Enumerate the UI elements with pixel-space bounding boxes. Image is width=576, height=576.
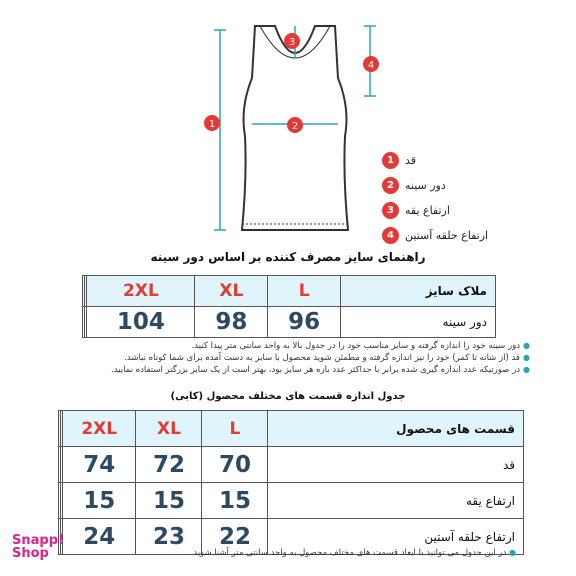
legend-label-1: قد	[405, 154, 417, 167]
size-xl: XL	[136, 411, 202, 447]
row-label-chest: دور سینه	[341, 307, 496, 338]
header-label: ملاک سایز	[341, 276, 496, 307]
note-item	[40, 364, 530, 376]
legend-item-collar	[382, 198, 562, 223]
bullet-icon: ●	[523, 365, 530, 374]
brand-line1: Snapp!	[12, 533, 64, 548]
bullet-icon: ●	[509, 548, 516, 557]
note-item	[40, 352, 530, 364]
height-2xl: 74	[62, 447, 136, 483]
diagram-num-2: 2	[291, 121, 299, 132]
table-row	[83, 307, 496, 338]
collar-l: 15	[202, 483, 268, 519]
height-xl: 72	[136, 447, 202, 483]
armhole-l: 22	[202, 519, 268, 555]
legend-num-3: 3	[382, 202, 399, 219]
measurement-legend	[382, 148, 562, 248]
size-l: L	[268, 276, 341, 307]
armhole-xl: 23	[136, 519, 202, 555]
legend-num-2: 2	[382, 177, 399, 194]
legend-num-1: 1	[382, 152, 399, 169]
chest-2xl: 104	[87, 307, 195, 338]
brand-line2: Shop	[12, 546, 49, 561]
table-row	[83, 276, 496, 307]
bullet-icon: ●	[523, 353, 530, 362]
legend-label-3: ارتفاع یقه	[405, 204, 450, 217]
collar-xl: 15	[136, 483, 202, 519]
tanktop-illustration	[180, 8, 410, 248]
header-label: قسمت های محصول	[268, 411, 524, 447]
bottom-note-text: در این جدول می توانید با ابعاد قسمت های مختلف محصول به واحد سانتی متر آشنا شوید.	[190, 548, 507, 558]
diagram-num-1: 1	[208, 119, 216, 130]
row-label-armhole: ارتفاع حلقه آستین	[268, 519, 524, 555]
table-row	[59, 411, 524, 447]
legend-num-4: 4	[382, 227, 399, 244]
size-xl: XL	[195, 276, 268, 307]
size-guide-title: راهنمای سایز مصرف کننده بر اساس دور سینه	[150, 250, 426, 264]
bullet-icon: ●	[523, 341, 530, 350]
brand-logo	[12, 534, 68, 560]
size-l: L	[202, 411, 268, 447]
size-2xl: 2XL	[87, 276, 195, 307]
tanktop-diagram	[180, 8, 410, 248]
chest-xl: 98	[195, 307, 268, 338]
legend-item-height	[382, 148, 562, 173]
bottom-note	[60, 548, 516, 558]
note-text: قد (از شانه تا کمر) خود را نیز اندازه گرفته و مطمئن شوید محصول با سایز به دست آمده برای شما کوتاه نباشد.	[124, 353, 520, 363]
row-label-height: قد	[268, 447, 524, 483]
product-measurements-title: جدول اندازه قسمت های مختلف محصول (کابی)	[170, 391, 406, 402]
product-measurements-table	[58, 410, 524, 555]
size-guide-table	[82, 275, 496, 338]
table-row	[59, 447, 524, 483]
height-l: 70	[202, 447, 268, 483]
legend-label-4: ارتفاع حلقه آستین	[405, 229, 489, 242]
note-text: در صورتیکه عدد اندازه گیری شده برابر با حداکثر عدد بازه هر سایز بود، بهتر است از یک سایز بزرگتر استفاده نمایید.	[111, 365, 520, 375]
row-label-collar: ارتفاع یقه	[268, 483, 524, 519]
table-row	[59, 483, 524, 519]
note-item	[40, 340, 530, 352]
legend-item-chest	[382, 173, 562, 198]
notes-list	[40, 340, 530, 376]
diagram-num-3: 3	[288, 37, 296, 48]
legend-label-2: دور سینه	[405, 179, 446, 192]
size-2xl: 2XL	[62, 411, 136, 447]
collar-2xl: 15	[62, 483, 136, 519]
diagram-num-4: 4	[367, 60, 375, 71]
legend-item-armhole	[382, 223, 562, 248]
note-text: دور سینه خود را اندازه گرفته و سایز مناسب خود را در جدول بالا به واحد سانتی متر پیدا کنید.	[191, 341, 520, 351]
chest-l: 96	[268, 307, 341, 338]
armhole-2xl: 24	[62, 519, 136, 555]
